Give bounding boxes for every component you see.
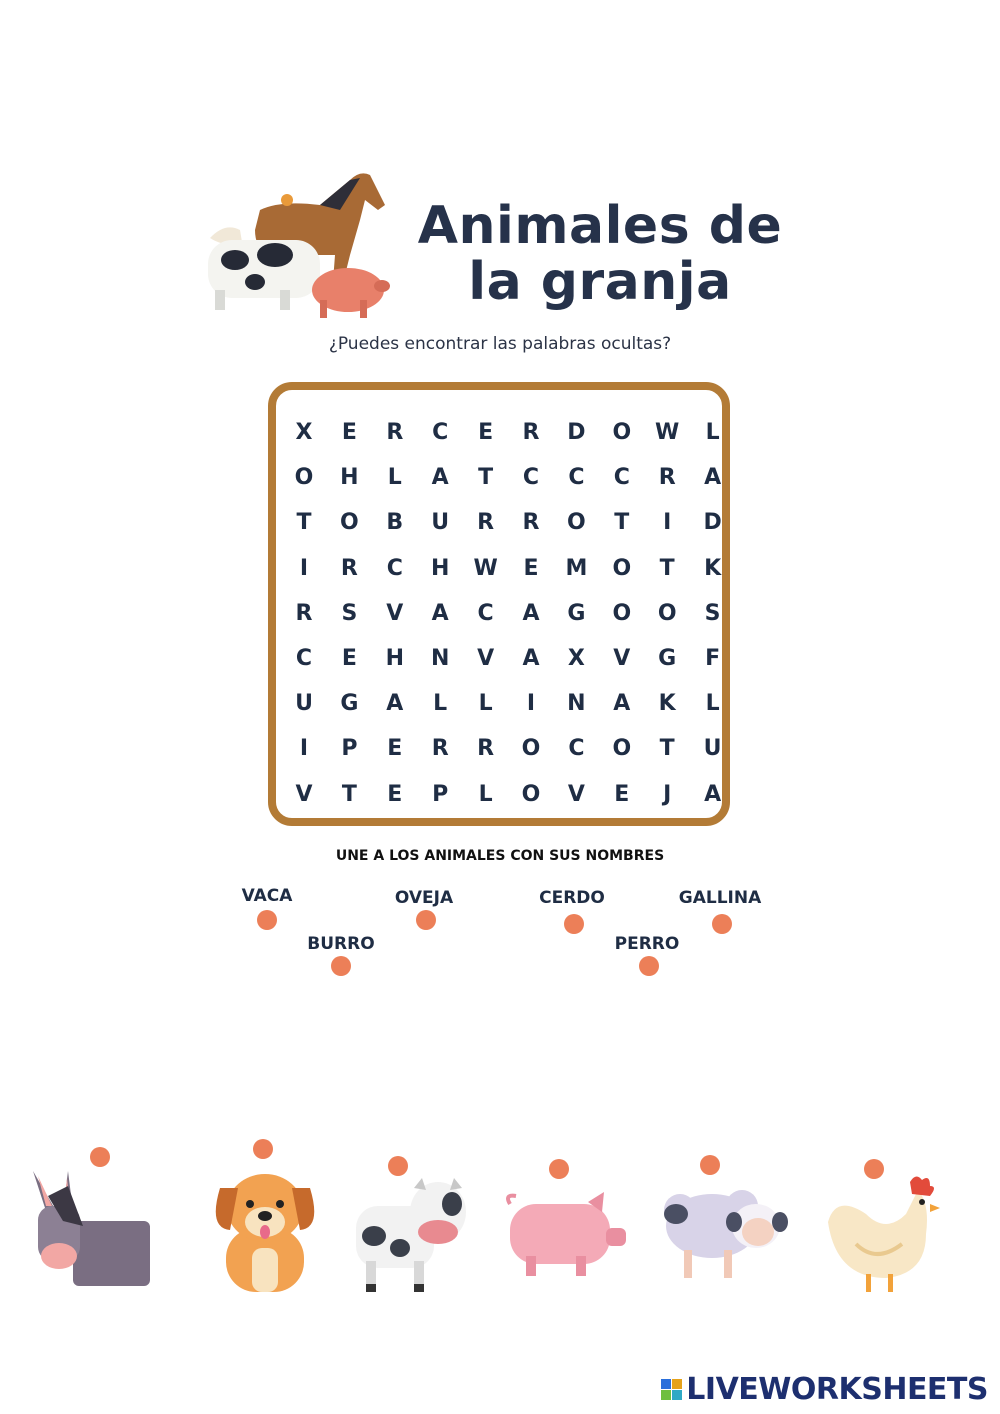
- grid-letter[interactable]: V: [567, 781, 585, 807]
- grid-letter[interactable]: S: [341, 600, 358, 626]
- grid-letter[interactable]: C: [295, 646, 313, 671]
- match-dot[interactable]: [564, 914, 584, 934]
- grid-letter[interactable]: X: [567, 646, 585, 671]
- grid-letter[interactable]: T: [614, 510, 630, 536]
- grid-letter[interactable]: I: [526, 691, 536, 717]
- grid-letter[interactable]: H: [340, 465, 359, 491]
- grid-letter[interactable]: B: [386, 510, 404, 536]
- grid-letter[interactable]: P: [432, 781, 449, 807]
- grid-letter[interactable]: C: [432, 420, 449, 445]
- grid-letter[interactable]: R: [386, 420, 404, 445]
- grid-letter[interactable]: V: [477, 646, 495, 671]
- grid-letter[interactable]: G: [567, 600, 586, 626]
- word-search-grid: [268, 382, 730, 826]
- grid-letter[interactable]: A: [386, 691, 404, 717]
- animal-match-dot[interactable]: [388, 1156, 408, 1176]
- grid-letter[interactable]: V: [613, 646, 631, 671]
- match-dot[interactable]: [712, 914, 732, 934]
- grid-letter[interactable]: K: [658, 691, 676, 717]
- grid-row: [276, 734, 722, 764]
- grid-letter[interactable]: R: [522, 420, 540, 445]
- grid-letter[interactable]: O: [612, 600, 632, 626]
- match-dot[interactable]: [416, 910, 436, 930]
- pig-icon: [312, 268, 390, 318]
- title-line-2: la granja: [468, 252, 732, 312]
- grid-letter[interactable]: C: [477, 600, 494, 626]
- grid-letter[interactable]: A: [522, 600, 540, 626]
- grid-letter[interactable]: O: [567, 510, 586, 536]
- dog-icon: [212, 1168, 318, 1296]
- grid-letter[interactable]: L: [478, 691, 493, 717]
- grid-letter[interactable]: G: [340, 691, 359, 717]
- grid-letter[interactable]: O: [657, 600, 677, 626]
- grid-letter[interactable]: O: [521, 781, 541, 807]
- grid-letter[interactable]: T: [296, 510, 312, 536]
- grid-letter[interactable]: S: [704, 600, 721, 626]
- grid-letter[interactable]: O: [612, 555, 632, 581]
- grid-row: [276, 508, 722, 538]
- grid-letter[interactable]: T: [659, 736, 675, 762]
- brand-name: LIVEWORKSHEETS: [686, 1372, 988, 1407]
- grid-letter[interactable]: U: [431, 510, 450, 536]
- grid-letter[interactable]: T: [659, 555, 675, 581]
- grid-letter[interactable]: H: [385, 646, 404, 671]
- grid-letter[interactable]: O: [521, 736, 541, 762]
- grid-letter[interactable]: U: [295, 691, 313, 717]
- grid-letter[interactable]: E: [478, 420, 494, 445]
- grid-letter[interactable]: E: [523, 555, 539, 581]
- grid-row: [276, 554, 722, 584]
- grid-letter[interactable]: O: [612, 736, 632, 762]
- grid-letter[interactable]: O: [294, 465, 314, 491]
- grid-letter[interactable]: I: [663, 510, 672, 536]
- animal-match-dot[interactable]: [253, 1139, 273, 1159]
- grid-row: [276, 463, 722, 493]
- liveworksheets-logo: [661, 1372, 988, 1407]
- grid-row: [276, 780, 722, 810]
- grid-letter[interactable]: A: [613, 691, 631, 717]
- sheep-icon: [662, 1186, 788, 1282]
- page-title: [400, 198, 800, 310]
- grid-letter[interactable]: G: [658, 646, 677, 671]
- grid-letter[interactable]: R: [431, 736, 449, 762]
- grid-letter[interactable]: R: [522, 510, 540, 536]
- farm-animals-illustration: [200, 160, 400, 325]
- grid-letter[interactable]: L: [478, 781, 493, 807]
- grid-letter[interactable]: O: [612, 420, 632, 445]
- match-dot[interactable]: [257, 910, 277, 930]
- grid-letter[interactable]: A: [522, 646, 540, 671]
- grid-letter[interactable]: T: [478, 465, 494, 491]
- brand-logo-icon: [661, 1379, 682, 1400]
- word-label: OVEJA: [394, 888, 454, 908]
- grid-letter[interactable]: D: [567, 420, 586, 445]
- grid-letter[interactable]: E: [387, 781, 403, 807]
- grid-letter[interactable]: N: [430, 646, 450, 671]
- grid-row: [276, 689, 722, 719]
- grid-letter[interactable]: E: [387, 736, 403, 762]
- grid-letter[interactable]: E: [614, 781, 630, 807]
- hen-icon: [826, 1174, 940, 1296]
- grid-letter[interactable]: A: [431, 600, 449, 626]
- grid-row: [276, 644, 722, 674]
- grid-letter[interactable]: P: [341, 736, 358, 762]
- grid-letter[interactable]: L: [705, 420, 720, 445]
- grid-row: [276, 418, 722, 448]
- grid-letter[interactable]: I: [299, 555, 309, 581]
- grid-letter[interactable]: C: [613, 465, 630, 491]
- grid-letter[interactable]: L: [433, 691, 448, 717]
- grid-letter[interactable]: E: [341, 646, 357, 671]
- grid-letter[interactable]: W: [473, 555, 498, 581]
- word-label: VACA: [241, 886, 293, 906]
- grid-letter[interactable]: C: [568, 736, 585, 762]
- animal-match-dot[interactable]: [549, 1159, 569, 1179]
- word-label: BURRO: [307, 934, 375, 954]
- grid-letter[interactable]: E: [341, 420, 357, 445]
- grid-letter[interactable]: X: [295, 420, 313, 445]
- grid-letter[interactable]: H: [430, 555, 450, 581]
- instruction-text: UNE A LOS ANIMALES CON SUS NOMBRES: [335, 848, 665, 864]
- grid-letter[interactable]: C: [522, 465, 540, 491]
- grid-letter[interactable]: I: [299, 736, 309, 762]
- grid-letter[interactable]: C: [568, 465, 585, 491]
- match-dot[interactable]: [331, 956, 351, 976]
- grid-letter[interactable]: T: [341, 781, 357, 807]
- grid-letter[interactable]: F: [705, 646, 721, 671]
- grid-letter[interactable]: A: [704, 465, 722, 491]
- cow-icon: [352, 1176, 472, 1294]
- donkey-icon: [28, 1166, 152, 1290]
- grid-letter[interactable]: R: [477, 510, 495, 536]
- subtitle: ¿Puedes encontrar las palabras ocultas?: [328, 334, 672, 354]
- grid-letter[interactable]: V: [295, 781, 313, 807]
- animal-match-dot[interactable]: [90, 1147, 110, 1167]
- grid-letter[interactable]: V: [386, 600, 404, 626]
- grid-row: [276, 599, 722, 629]
- grid-letter[interactable]: R: [658, 465, 676, 491]
- grid-letter[interactable]: R: [477, 736, 495, 762]
- word-label: GALLINA: [678, 888, 762, 908]
- grid-letter[interactable]: L: [387, 465, 402, 491]
- title-line-1: Animales de: [417, 196, 783, 256]
- grid-letter[interactable]: R: [340, 555, 358, 581]
- cow-icon: [208, 240, 320, 310]
- grid-letter[interactable]: O: [340, 510, 359, 536]
- match-dot[interactable]: [639, 956, 659, 976]
- grid-letter[interactable]: K: [704, 555, 722, 581]
- grid-letter[interactable]: N: [567, 691, 586, 717]
- grid-letter[interactable]: M: [565, 555, 588, 581]
- word-label: PERRO: [614, 934, 680, 954]
- grid-letter[interactable]: U: [703, 736, 722, 762]
- grid-letter[interactable]: C: [386, 555, 403, 581]
- grid-letter[interactable]: R: [295, 600, 313, 626]
- animal-match-dot[interactable]: [700, 1155, 720, 1175]
- grid-letter[interactable]: A: [431, 465, 449, 491]
- grid-letter[interactable]: J: [663, 781, 672, 807]
- grid-letter[interactable]: D: [703, 510, 722, 536]
- grid-letter[interactable]: L: [705, 691, 720, 717]
- grid-letter[interactable]: W: [655, 420, 680, 445]
- grid-letter[interactable]: A: [704, 781, 722, 807]
- pig-icon: [506, 1190, 630, 1280]
- word-label: CERDO: [539, 888, 605, 908]
